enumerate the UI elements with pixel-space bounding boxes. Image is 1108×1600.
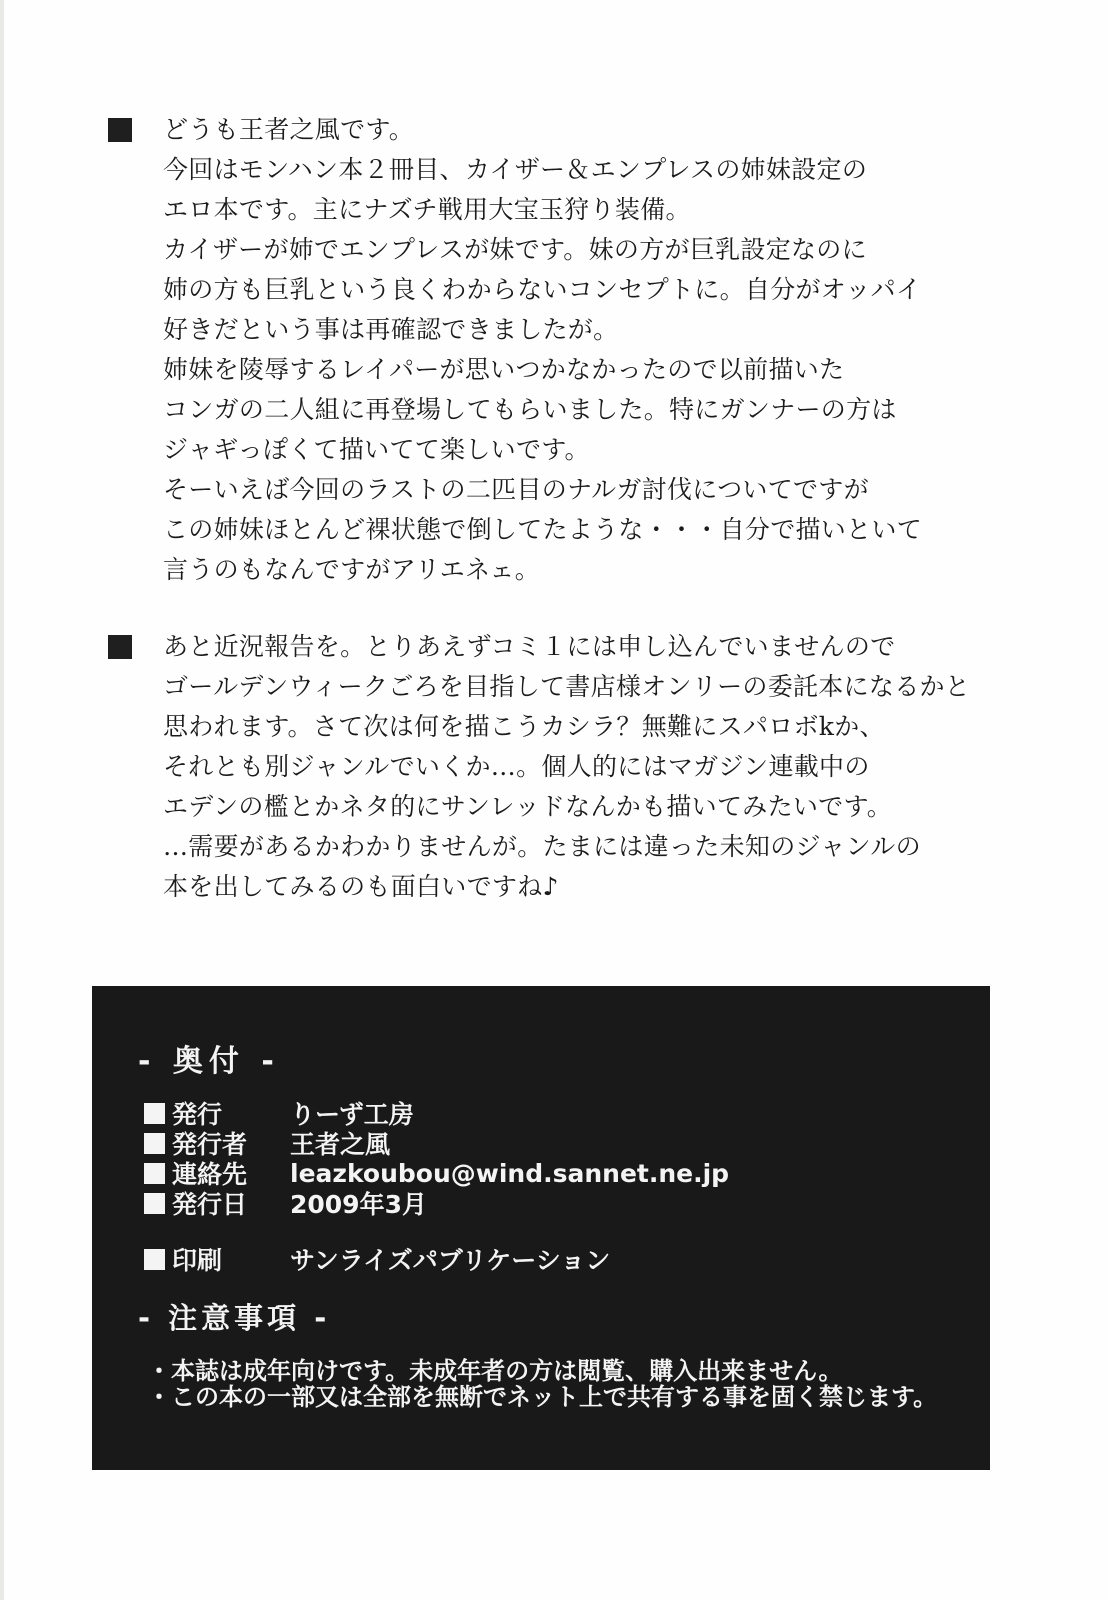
black-square-bullet-icon <box>108 118 132 142</box>
afterword-line: 姉妹を陵辱するレイパーが思いつかなかったので以前描いた <box>163 355 845 384</box>
colophon-box <box>92 986 990 1470</box>
colophon-label: 連絡先 <box>172 1160 248 1189</box>
white-square-bullet-icon <box>144 1163 165 1184</box>
afterword-intro-text <box>163 110 922 590</box>
afterword-line: エロ本です。主にナズチ戦用大宝玉狩り装備。 <box>163 195 691 224</box>
afterword-intro-section <box>108 110 922 590</box>
afterword-line: あと近況報告を。とりあえずコミ１には申し込んでいませんので <box>163 632 896 661</box>
colophon-value: 2009年3月 <box>290 1190 427 1219</box>
colophon-value: 王者之風 <box>290 1130 391 1159</box>
colophon-label: 発行者 <box>172 1130 248 1159</box>
afterword-line: 言うのもなんですがアリエネェ。 <box>163 555 541 584</box>
colophon-value: サンライズパブリケーション <box>290 1246 611 1275</box>
colophon-label: 発行 <box>172 1100 223 1129</box>
colophon-notice-title: - 注意事項 - <box>138 1301 331 1335</box>
afterword-line: 好きだという事は再確認できましたが。 <box>163 315 619 344</box>
afterword-line: そーいえば今回のラストの二匹目のナルガ討伐についてですが <box>163 475 869 504</box>
afterword-line: どうも王者之風です。 <box>163 115 415 144</box>
colophon-value-email: leazkoubou@wind.sannet.ne.jp <box>290 1158 730 1188</box>
colophon-row-contact <box>144 1158 729 1188</box>
colophon-value: りーず工房 <box>290 1100 414 1129</box>
afterword-line: ジャギっぽくて描いてて楽しいです。 <box>163 435 590 464</box>
afterword-line: それとも別ジャンルでいくか…。個人的にはマガジン連載中の <box>163 752 870 781</box>
afterword-line: 今回はモンハン本２冊目、カイザー＆エンプレスの姉妹設定の <box>163 155 868 184</box>
afterword-line: この姉妹ほとんど裸状態で倒してたような・・・自分で描いといて <box>163 515 923 544</box>
afterword-news-section <box>108 627 970 907</box>
colophon-label: 発行日 <box>172 1190 248 1219</box>
white-square-bullet-icon <box>144 1193 165 1214</box>
colophon-row-date <box>144 1188 729 1218</box>
colophon-title: - 奥付 - <box>138 1044 280 1079</box>
afterword-line: エデンの檻とかネタ的にサンレッドなんかも描いてみたいです。 <box>163 792 893 821</box>
colophon-label: 印刷 <box>172 1246 223 1275</box>
afterword-line: コンガの二人組に再登場してもらいました。特にガンナーの方は <box>163 395 897 424</box>
black-square-bullet-icon <box>108 635 132 659</box>
afterword-line: ゴールデンウィークごろを目指して書店様オンリーの委託本になるかと <box>163 672 971 701</box>
afterword-line: 本を出してみるのも面白いですね♪ <box>163 872 559 901</box>
colophon-row-publisher <box>144 1098 729 1128</box>
white-square-bullet-icon <box>144 1103 165 1124</box>
notice-line: ・本誌は成年向けです。未成年者の方は閲覧、購入出来ません。 <box>147 1357 843 1385</box>
scan-edge-artifact <box>0 0 4 1600</box>
afterword-line: カイザーが姉でエンプレスが妹です。妹の方が巨乳設定なのに <box>163 235 867 264</box>
colophon-row-printer <box>144 1244 729 1274</box>
colophon-notices <box>147 1358 937 1410</box>
afterword-news-text <box>163 627 970 907</box>
afterword-line: 姉の方も巨乳という良くわからないコンセプトに。自分がオッパイ <box>163 275 922 304</box>
afterword-line: 思われます。さて次は何を描こうカシラ？無難にスパロボkか、 <box>163 712 885 741</box>
afterword-line: …需要があるかわかりませんが。たまには違った未知のジャンルの <box>163 832 921 861</box>
notice-line: ・この本の一部又は全部を無断でネット上で共有する事を固く禁じます。 <box>147 1383 938 1411</box>
white-square-bullet-icon <box>144 1133 165 1154</box>
colophon-row-author <box>144 1128 729 1158</box>
white-square-bullet-icon <box>144 1249 165 1270</box>
colophon-entries <box>144 1098 729 1274</box>
